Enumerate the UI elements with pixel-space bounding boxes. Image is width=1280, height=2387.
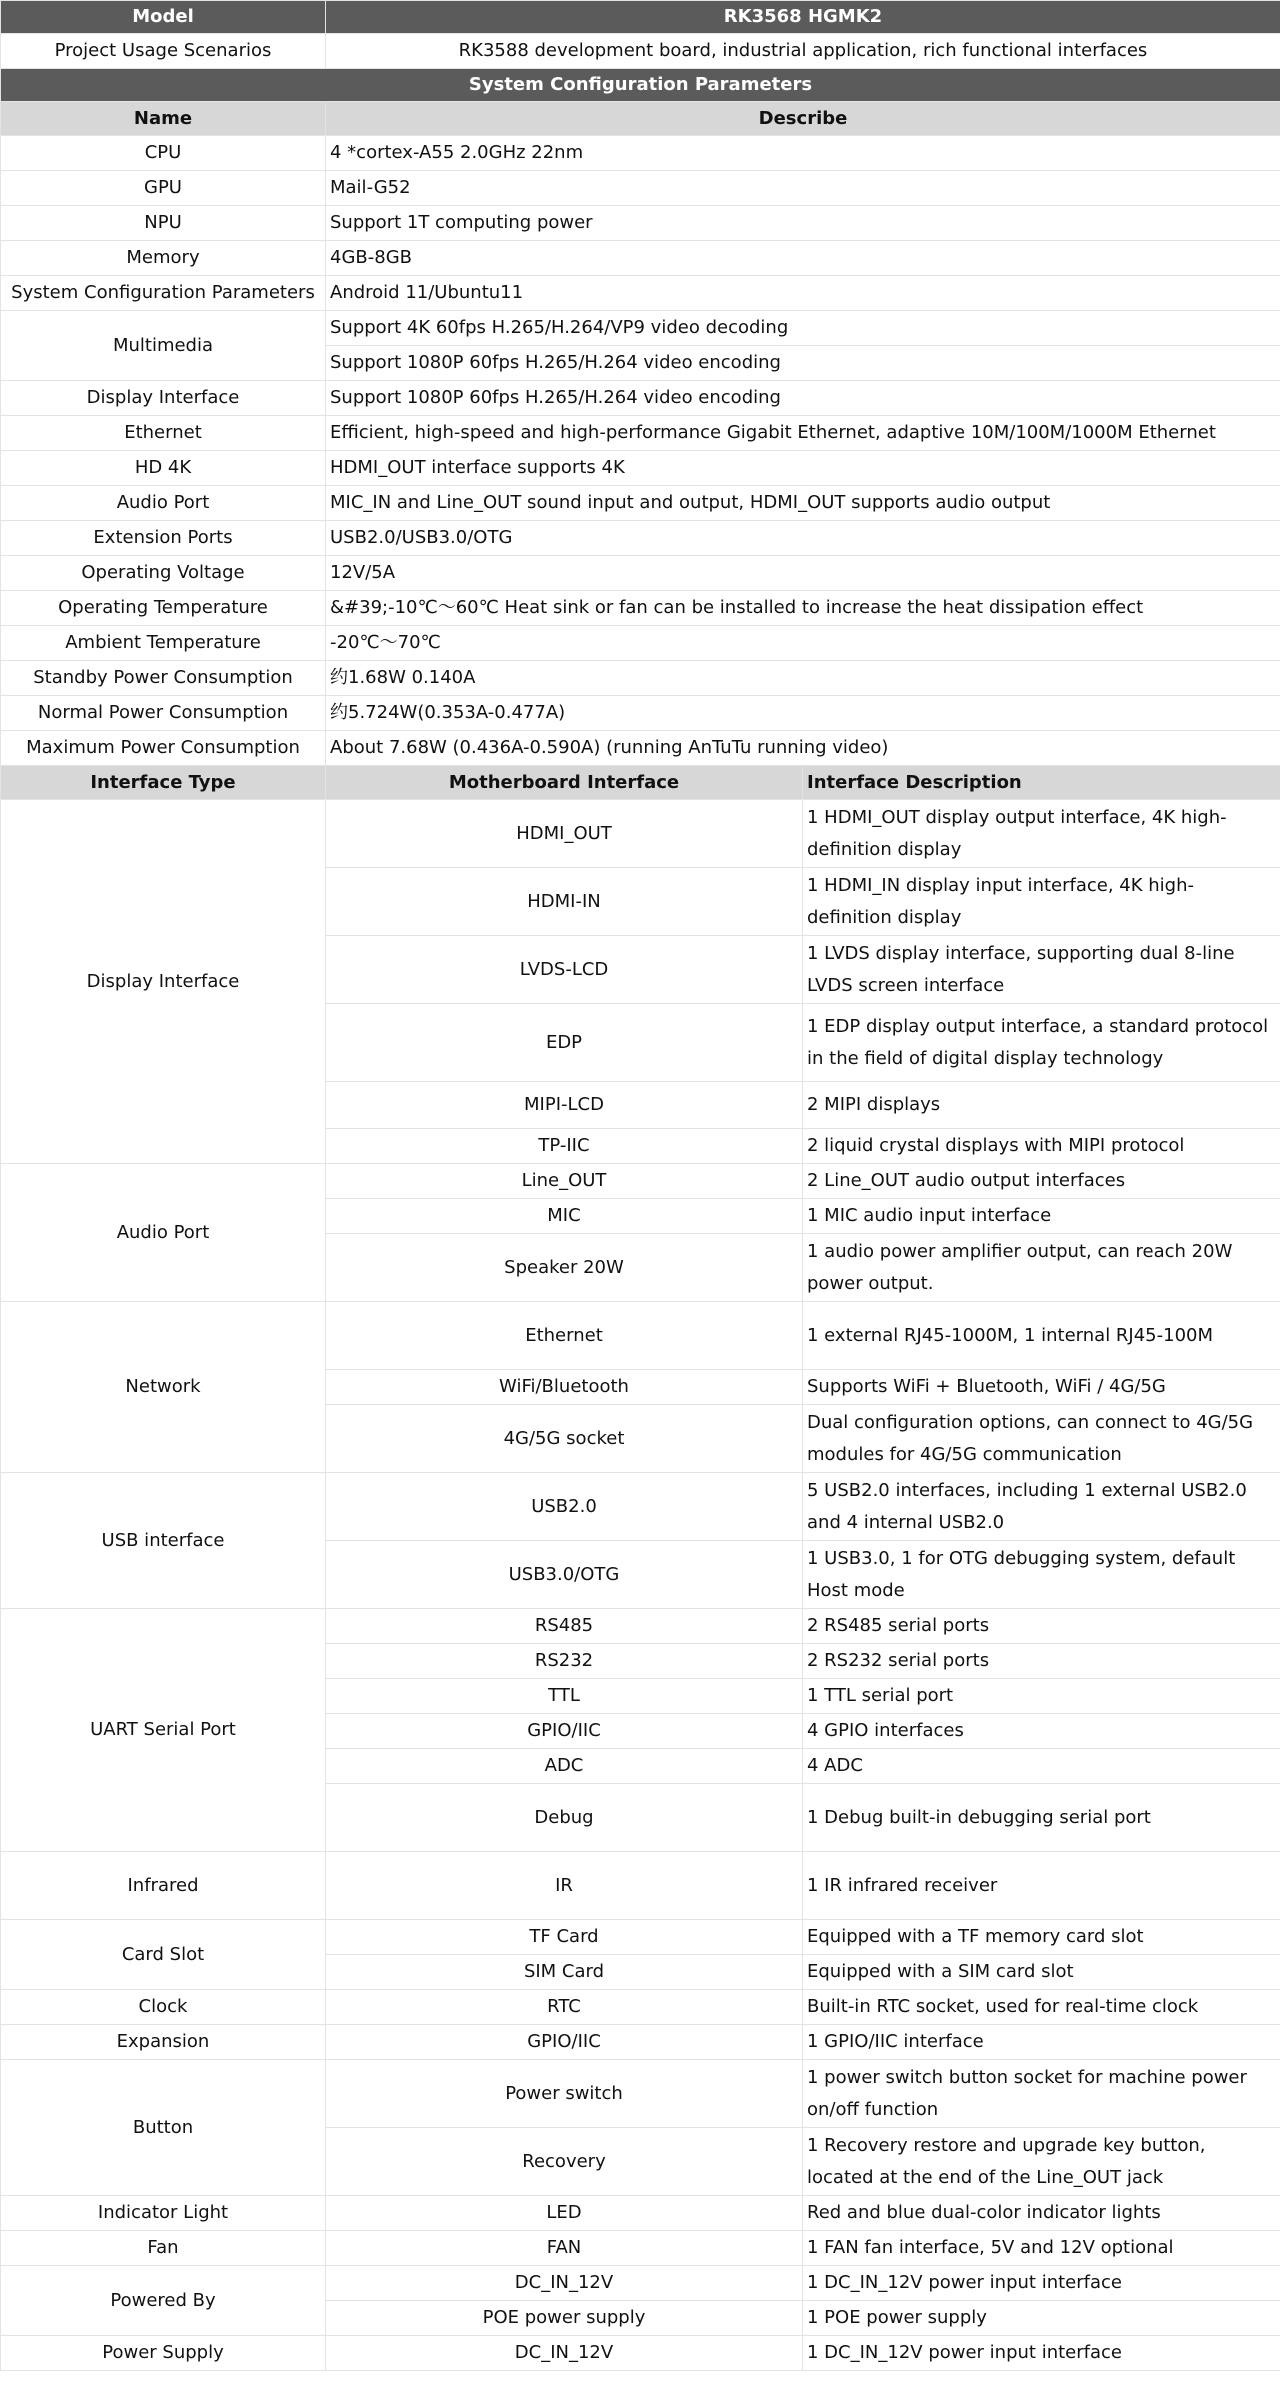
usage-value: RK3588 development board, industrial application, rich functional interfaces <box>326 34 1280 69</box>
iface-header-board: Motherboard Interface <box>326 766 803 800</box>
iface-row <box>1 2196 1280 2231</box>
iface-desc: Dual configuration options, can connect to 4G/5G modules for 4G/5G communication <box>803 1405 1280 1473</box>
iface-type: USB interface <box>1 1473 326 1609</box>
iface-desc: 2 Line_OUT audio output interfaces <box>803 1164 1280 1199</box>
config-row <box>1 626 1280 661</box>
config-name: Ambient Temperature <box>1 626 326 661</box>
iface-desc: 1 Recovery restore and upgrade key button, located at the end of the Line_OUT jack <box>803 2128 1280 2196</box>
config-row <box>1 556 1280 591</box>
iface-desc: 1 USB3.0, 1 for OTG debugging system, default Host mode <box>803 1541 1280 1609</box>
iface-port: DC_IN_12V <box>326 2266 803 2301</box>
iface-port: RS232 <box>326 1644 803 1679</box>
config-value: 4 *cortex-A55 2.0GHz 22nm <box>326 136 1280 171</box>
iface-type: Indicator Light <box>1 2196 326 2231</box>
iface-desc: 4 ADC <box>803 1749 1280 1784</box>
config-name: GPU <box>1 171 326 206</box>
config-row <box>1 241 1280 276</box>
iface-desc: 2 RS485 serial ports <box>803 1609 1280 1644</box>
iface-desc: 1 HDMI_IN display input interface, 4K high-definition display <box>803 868 1280 936</box>
iface-type: Expansion <box>1 2025 326 2060</box>
iface-desc: 1 MIC audio input interface <box>803 1199 1280 1234</box>
iface-port: IR <box>326 1852 803 1920</box>
iface-port: FAN <box>326 2231 803 2266</box>
iface-port: ADC <box>326 1749 803 1784</box>
iface-port: MIPI-LCD <box>326 1082 803 1129</box>
iface-port: DC_IN_12V <box>326 2336 803 2371</box>
iface-desc: Equipped with a TF memory card slot <box>803 1920 1280 1955</box>
config-row <box>1 486 1280 521</box>
iface-port: GPIO/IIC <box>326 2025 803 2060</box>
config-name: Maximum Power Consumption <box>1 731 326 766</box>
iface-desc: 1 DC_IN_12V power input interface <box>803 2336 1280 2371</box>
iface-port: MIC <box>326 1199 803 1234</box>
iface-type: Card Slot <box>1 1920 326 1990</box>
iface-type: Power Supply <box>1 2336 326 2371</box>
iface-port: Ethernet <box>326 1302 803 1370</box>
config-value: Android 11/Ubuntu11 <box>326 276 1280 311</box>
iface-type: Audio Port <box>1 1164 326 1302</box>
config-row <box>1 311 1280 346</box>
config-row <box>1 451 1280 486</box>
iface-port: POE power supply <box>326 2301 803 2336</box>
iface-port: SIM Card <box>326 1955 803 1990</box>
config-name: Audio Port <box>1 486 326 521</box>
config-name: Memory <box>1 241 326 276</box>
iface-row <box>1 2025 1280 2060</box>
iface-port: Speaker 20W <box>326 1234 803 1302</box>
iface-port: USB2.0 <box>326 1473 803 1541</box>
config-name: Display Interface <box>1 381 326 416</box>
iface-type: Network <box>1 1302 326 1473</box>
config-row <box>1 661 1280 696</box>
config-name: Multimedia <box>1 311 326 381</box>
config-value: &#39;-10℃～60℃ Heat sink or fan can be installed to increase the heat dissipation effect <box>326 591 1280 626</box>
config-value: About 7.68W (0.436A-0.590A) (running AnTuTu running video) <box>326 731 1280 766</box>
iface-header-type: Interface Type <box>1 766 326 800</box>
iface-port: LED <box>326 2196 803 2231</box>
iface-port: LVDS-LCD <box>326 936 803 1004</box>
iface-row <box>1 2336 1280 2371</box>
iface-row <box>1 1473 1280 1541</box>
iface-port: WiFi/Bluetooth <box>326 1370 803 1405</box>
iface-row <box>1 2266 1280 2301</box>
iface-desc: 1 audio power amplifier output, can reach 20W power output. <box>803 1234 1280 1302</box>
config-name: Standby Power Consumption <box>1 661 326 696</box>
iface-desc: 1 FAN fan interface, 5V and 12V optional <box>803 2231 1280 2266</box>
iface-row <box>1 1852 1280 1920</box>
section-title-row <box>1 69 1280 102</box>
iface-desc: 1 TTL serial port <box>803 1679 1280 1714</box>
iface-row <box>1 1302 1280 1370</box>
iface-type: Button <box>1 2060 326 2196</box>
iface-type: Display Interface <box>1 800 326 1164</box>
config-value: Support 1080P 60fps H.265/H.264 video encoding <box>326 381 1280 416</box>
iface-type: Infrared <box>1 1852 326 1920</box>
iface-row <box>1 1920 1280 1955</box>
config-value: HDMI_OUT interface supports 4K <box>326 451 1280 486</box>
iface-desc: 1 external RJ45-1000M, 1 internal RJ45-100M <box>803 1302 1280 1370</box>
iface-desc: 5 USB2.0 interfaces, including 1 external USB2.0 and 4 internal USB2.0 <box>803 1473 1280 1541</box>
config-row <box>1 381 1280 416</box>
iface-desc: 2 MIPI displays <box>803 1082 1280 1129</box>
config-name: Extension Ports <box>1 521 326 556</box>
iface-port: GPIO/IIC <box>326 1714 803 1749</box>
iface-desc: Built-in RTC socket, used for real-time clock <box>803 1990 1280 2025</box>
config-value: Support 1T computing power <box>326 206 1280 241</box>
iface-desc: 1 IR infrared receiver <box>803 1852 1280 1920</box>
config-header-row <box>1 102 1280 136</box>
iface-desc: 1 Debug built-in debugging serial port <box>803 1784 1280 1852</box>
config-name: Normal Power Consumption <box>1 696 326 731</box>
config-row <box>1 206 1280 241</box>
iface-desc: Equipped with a SIM card slot <box>803 1955 1280 1990</box>
usage-row <box>1 34 1280 69</box>
iface-desc: Supports WiFi + Bluetooth, WiFi / 4G/5G <box>803 1370 1280 1405</box>
iface-desc: 2 RS232 serial ports <box>803 1644 1280 1679</box>
iface-port: HDMI-IN <box>326 868 803 936</box>
config-name: NPU <box>1 206 326 241</box>
iface-port: Debug <box>326 1784 803 1852</box>
iface-desc: 1 POE power supply <box>803 2301 1280 2336</box>
iface-desc: 1 LVDS display interface, supporting dual 8-line LVDS screen interface <box>803 936 1280 1004</box>
iface-port: RS485 <box>326 1609 803 1644</box>
config-value: MIC_IN and Line_OUT sound input and output, HDMI_OUT supports audio output <box>326 486 1280 521</box>
config-row <box>1 416 1280 451</box>
config-row <box>1 591 1280 626</box>
iface-header-row <box>1 766 1280 800</box>
iface-type: Clock <box>1 1990 326 2025</box>
config-value: 12V/5A <box>326 556 1280 591</box>
model-label: Model <box>1 1 326 34</box>
config-value: 约5.724W(0.353A-0.477A) <box>326 696 1280 731</box>
config-value: 约1.68W 0.140A <box>326 661 1280 696</box>
iface-type: UART Serial Port <box>1 1609 326 1852</box>
config-name: Ethernet <box>1 416 326 451</box>
iface-row <box>1 2231 1280 2266</box>
config-row <box>1 521 1280 556</box>
config-value: Support 4K 60fps H.265/H.264/VP9 video decoding <box>326 311 1280 346</box>
iface-row <box>1 1164 1280 1199</box>
iface-port: HDMI_OUT <box>326 800 803 868</box>
iface-port: TF Card <box>326 1920 803 1955</box>
config-row <box>1 696 1280 731</box>
config-row <box>1 136 1280 171</box>
iface-port: TTL <box>326 1679 803 1714</box>
iface-type: Fan <box>1 2231 326 2266</box>
iface-port: Power switch <box>326 2060 803 2128</box>
config-name: Operating Voltage <box>1 556 326 591</box>
config-row <box>1 276 1280 311</box>
config-header-name: Name <box>1 102 326 136</box>
config-value: Support 1080P 60fps H.265/H.264 video encoding <box>326 346 1280 381</box>
config-value: USB2.0/USB3.0/OTG <box>326 521 1280 556</box>
iface-desc: Red and blue dual-color indicator lights <box>803 2196 1280 2231</box>
iface-desc: 1 HDMI_OUT display output interface, 4K high-definition display <box>803 800 1280 868</box>
iface-port: RTC <box>326 1990 803 2025</box>
iface-desc: 1 power switch button socket for machine power on/off function <box>803 2060 1280 2128</box>
config-row <box>1 731 1280 766</box>
config-name: System Configuration Parameters <box>1 276 326 311</box>
config-value: Mail-G52 <box>326 171 1280 206</box>
iface-port: USB3.0/OTG <box>326 1541 803 1609</box>
config-name: HD 4K <box>1 451 326 486</box>
iface-port: EDP <box>326 1004 803 1082</box>
iface-port: 4G/5G socket <box>326 1405 803 1473</box>
iface-desc: 1 EDP display output interface, a standard protocol in the field of digital display technology <box>803 1004 1280 1082</box>
config-value: 4GB-8GB <box>326 241 1280 276</box>
config-row <box>1 171 1280 206</box>
config-value: -20℃～70℃ <box>326 626 1280 661</box>
iface-type: Powered By <box>1 2266 326 2336</box>
iface-desc: 1 GPIO/IIC interface <box>803 2025 1280 2060</box>
iface-row <box>1 2060 1280 2128</box>
model-row <box>1 1 1280 34</box>
model-value: RK3568 HGMK2 <box>326 1 1280 34</box>
iface-port: TP-IIC <box>326 1129 803 1164</box>
iface-row <box>1 1990 1280 2025</box>
section-title: System Configuration Parameters <box>1 69 1280 102</box>
iface-port: Line_OUT <box>326 1164 803 1199</box>
iface-row <box>1 1609 1280 1644</box>
config-header-describe: Describe <box>326 102 1280 136</box>
iface-port: Recovery <box>326 2128 803 2196</box>
config-name: Operating Temperature <box>1 591 326 626</box>
config-value: Efficient, high-speed and high-performance Gigabit Ethernet, adaptive 10M/100M/1000M Ethernet <box>326 416 1280 451</box>
iface-row <box>1 800 1280 868</box>
iface-desc: 2 liquid crystal displays with MIPI protocol <box>803 1129 1280 1164</box>
iface-header-desc: Interface Description <box>803 766 1280 800</box>
iface-desc: 4 GPIO interfaces <box>803 1714 1280 1749</box>
iface-desc: 1 DC_IN_12V power input interface <box>803 2266 1280 2301</box>
config-name: CPU <box>1 136 326 171</box>
usage-label: Project Usage Scenarios <box>1 34 326 69</box>
